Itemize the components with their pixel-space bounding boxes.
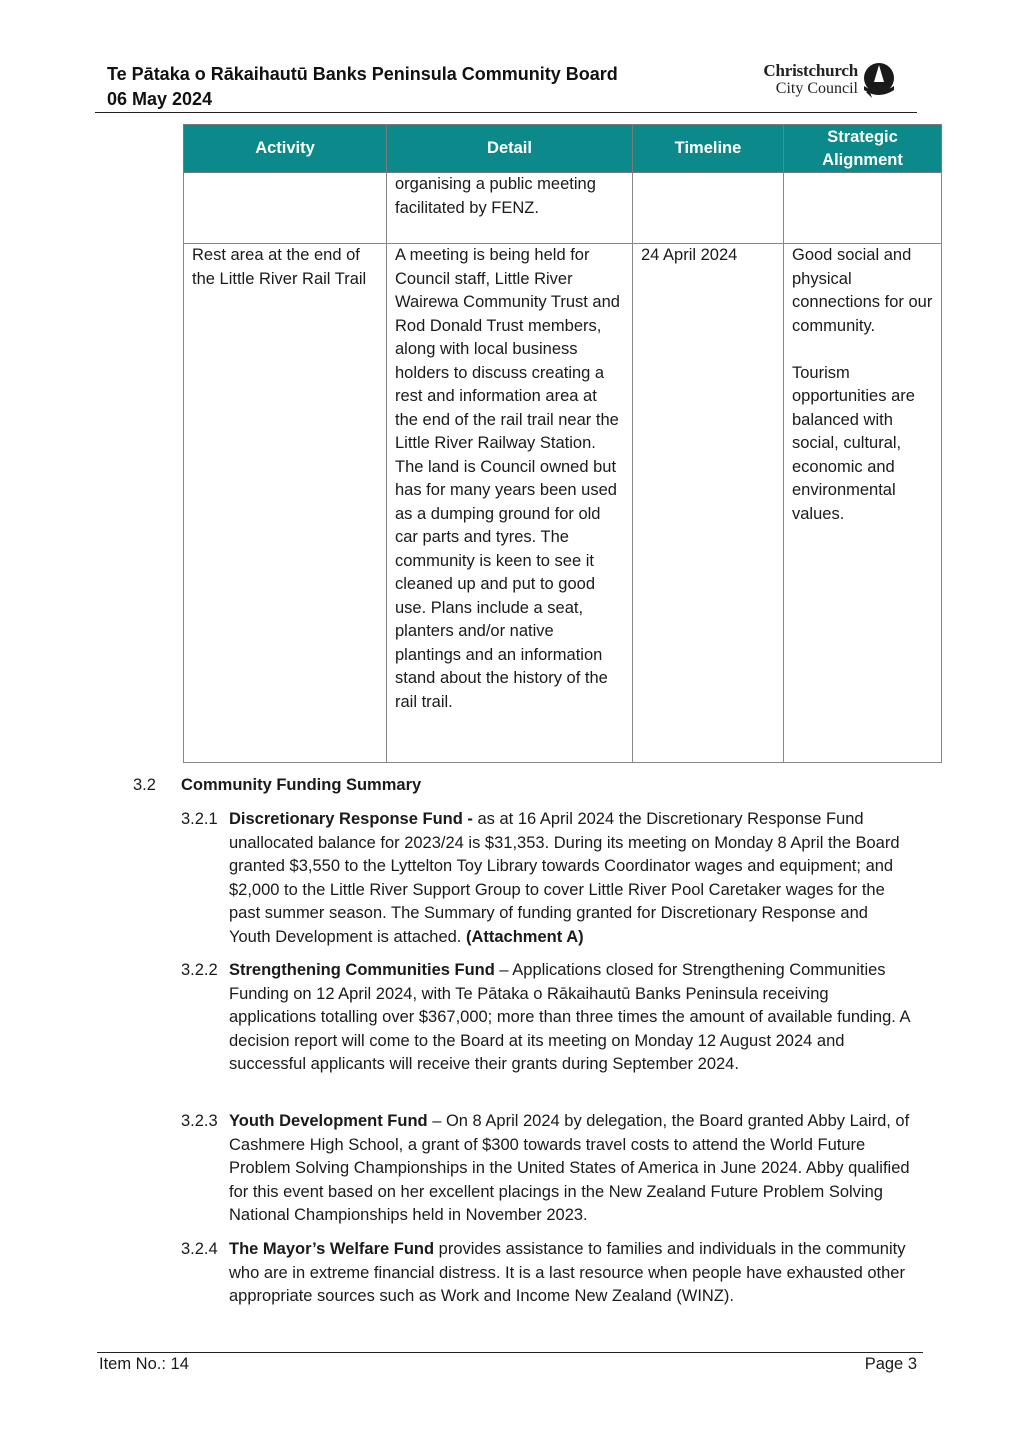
section-heading [133,774,421,797]
list-item [181,1110,911,1228]
alignment-text: Good social and physical connections for our community. [792,246,933,335]
column-header-activity: Activity [184,125,387,173]
table-row [184,244,942,763]
cathedral-icon [860,62,898,100]
activity-table [183,124,942,763]
column-header-detail: Detail [387,125,633,173]
board-name: Te Pātaka o Rākaihautū Banks Peninsula Community Board [107,64,618,84]
alignment-text: Tourism opportunities are balanced with social, cultural, economic and environmental values. [792,363,915,523]
header-divider [95,112,917,113]
item-text: provides assistance to families and individuals in the community who are in extreme financial distress. It is a last resource when people have exhausted other appropriate sources such as Work and Income New Zealand (WINZ). [229,1240,906,1305]
logo-line-2: City Council [775,80,858,97]
item-text: – On 8 April 2024 by delegation, the Board granted Abby Laird, of Cashmere High School, a grant of $300 towards travel costs to attend the World Future Problem Solving Championships in the United States of America in June 2024. Abby qualified for this event based on her excellent placings in the New Zealand Future Problem Solving National Championships held in November 2023. [229,1112,910,1224]
section-number: 3.2 [133,776,156,794]
item-text: as at 16 April 2024 the Discretionary Response Fund unallocated balance for 2023/24 is $31,353. During its meeting on Monday 8 April the Board granted $3,550 to the Lyttelton Toy Library towards Coordinator wages and equipment; and $2,000 to the Little River Support Group to cover Little River Pool Caretaker wages for the past summer season. The Summary of funding granted for Discretionary Response and Youth Development is attached. [229,810,900,946]
page-number: Page 3 [864,1355,917,1373]
item-title: Discretionary Response Fund - [229,810,473,828]
item-text: – Applications closed for Strengthening Communities Funding on 12 April 2024, with Te Pātaka o Rākaihautū Banks Peninsula receiving applications totalling over $367,000; more than three times the amount of available funding. A decision report will come to the Board at its meeting on Monday 12 August 2024 and successful applicants will receive their grants during September 2024. [229,961,910,1073]
alignment-cell [784,244,942,763]
item-title: Youth Development Fund [229,1112,428,1130]
attachment-reference: (Attachment A) [465,927,584,946]
column-header-strategic-alignment: Strategic Alignment [784,125,942,173]
column-header-timeline: Timeline [633,125,784,173]
meeting-date: 06 May 2024 [107,89,213,109]
item-number: 3.2.1 [181,810,218,828]
item-number: 3.2.4 [181,1240,218,1258]
timeline-cell: 24 April 2024 [633,244,784,763]
logo-line-1: Christchurch [763,61,858,80]
item-number-label: Item No.: 14 [99,1355,189,1373]
item-number: 3.2.2 [181,961,218,979]
detail-cell: A meeting is being held for Council staff, Little River Wairewa Community Trust and Rod Donald Trust members, along with local business holders to discuss creating a rest and information area at the end of the rail trail near the Little River Railway Station. The land is Council owned but has for many years been used as a dumping ground for old car parts and tyres. The community is keen to see it cleaned up and put to good use. Plans include a seat, planters and/or native plantings and an information stand about the history of the rail trail. [387,244,633,763]
item-title: Strengthening Communities Fund [229,961,495,979]
council-logo [746,62,906,102]
activity-cell: Rest area at the end of the Little River Rail Trail [184,244,387,763]
footer-divider [97,1352,923,1353]
list-item [181,1238,911,1309]
timeline-cell [633,173,784,244]
alignment-cell [784,173,942,244]
activity-cell [184,173,387,244]
table-header-row [184,125,942,173]
item-number: 3.2.3 [181,1112,218,1130]
document-header [107,62,618,112]
section-title: Community Funding Summary [181,776,422,794]
list-item [181,959,911,1077]
table-row [184,173,942,244]
list-item [181,808,911,949]
detail-cell: organising a public meeting facilitated by FENZ. [387,173,633,244]
item-title: The Mayor’s Welfare Fund [229,1240,435,1258]
